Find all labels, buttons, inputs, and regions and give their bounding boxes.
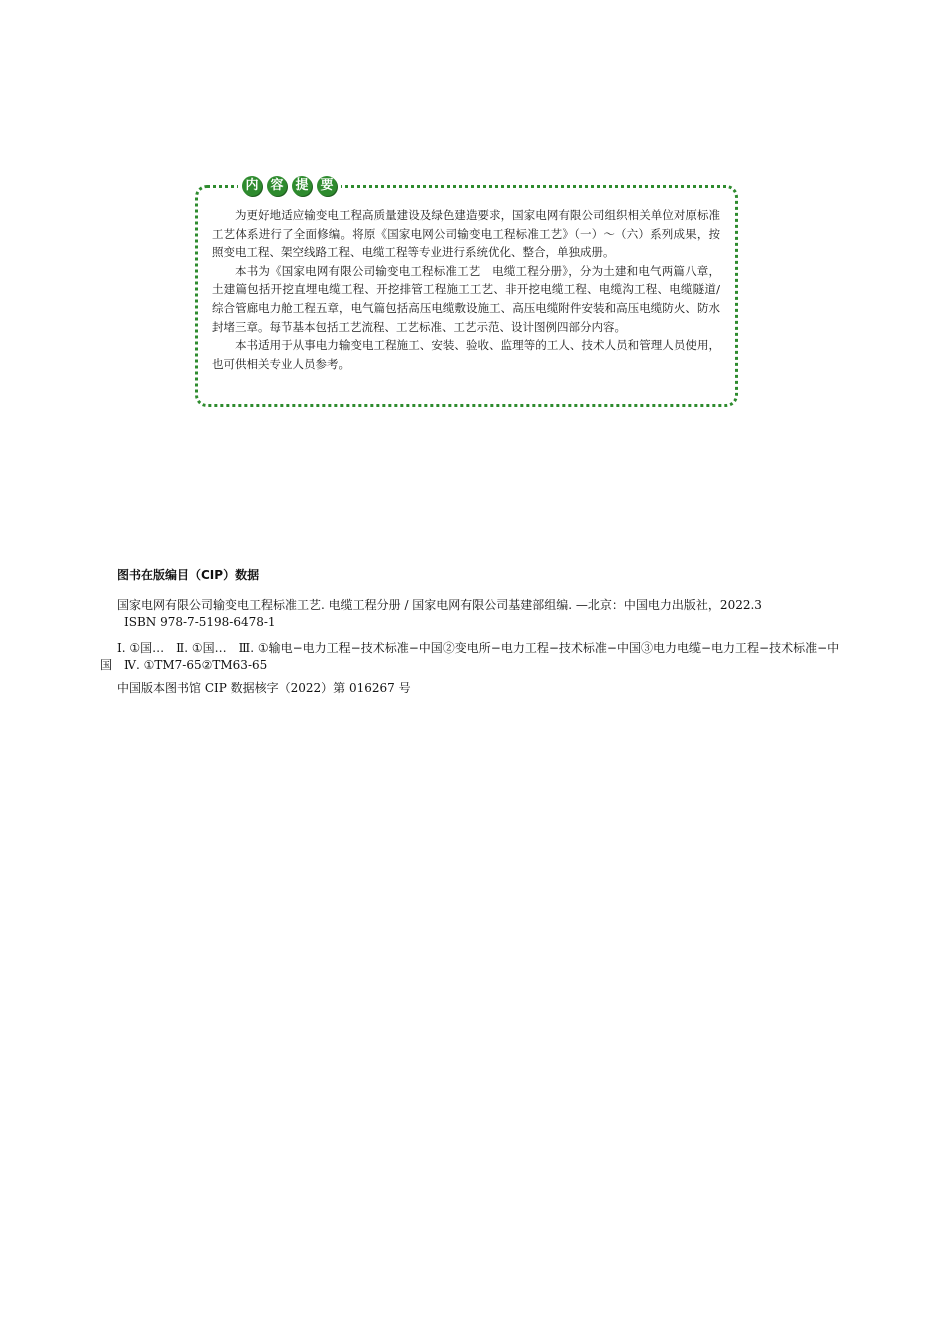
content-summary-text [212, 206, 720, 373]
summary-paragraph-3: 本书适用于从事电力输变电工程施工、安装、验收、监理等的工人、技术人员和管理人员使用，也可供相关专业人员参考。 [212, 338, 720, 371]
summary-paragraph-1: 为更好地适应输变电工程高质量建设及绿色建造要求，国家电网有限公司组织相关单位对原标准工艺体系进行了全面修编。将原《国家电网公司输变电工程标准工艺》（一）～（六）系列成果，按照变电工程、架空线路工程、电缆工程等专业进行系统优化、整合，单独成册。 [212, 208, 720, 260]
title-char-2: 容 [267, 176, 287, 196]
cip-heading: 图书在版编目（CIP）数据 [117, 568, 260, 582]
cip-classification: Ⅰ. ①国… Ⅱ. ①国… Ⅲ. ①输电−电力工程−技术标准−中国②变电所−电力工程−技术标准−中国③电力电缆−电力工程−技术标准−中国 Ⅳ. ①TM7-65②TM63-65 [100, 641, 840, 672]
cip-main-entry: 国家电网有限公司输变电工程标准工艺. 电缆工程分册 / 国家电网有限公司基建部组编. —北京：中国电力出版社，2022.3 [117, 598, 762, 612]
content-summary-title [238, 173, 341, 199]
cip-data-block [100, 597, 840, 697]
summary-paragraph-2: 本书为《国家电网有限公司输变电工程标准工艺 电缆工程分册》，分为土建和电气两篇八章，土建篇包括开挖直埋电缆工程、开挖排管工程施工工艺、非开挖电缆工程、电缆沟工程、电缆隧道/综合管廊电力舱工程五章，电气篇包括高压电缆敷设施工、高压电缆附件安装和高压电缆防火、防水封堵三章。每节基本包括工艺流程、工艺标准、工艺示范、设计图例四部分内容。 [212, 263, 720, 334]
title-char-4: 要 [317, 176, 337, 196]
title-char-3: 提 [292, 176, 312, 196]
title-char-1: 内 [242, 176, 262, 196]
cip-record-number: 中国版本图书馆 CIP 数据核字（2022）第 016267 号 [117, 681, 411, 695]
cip-isbn: ISBN 978-7-5198-6478-1 [124, 615, 276, 629]
